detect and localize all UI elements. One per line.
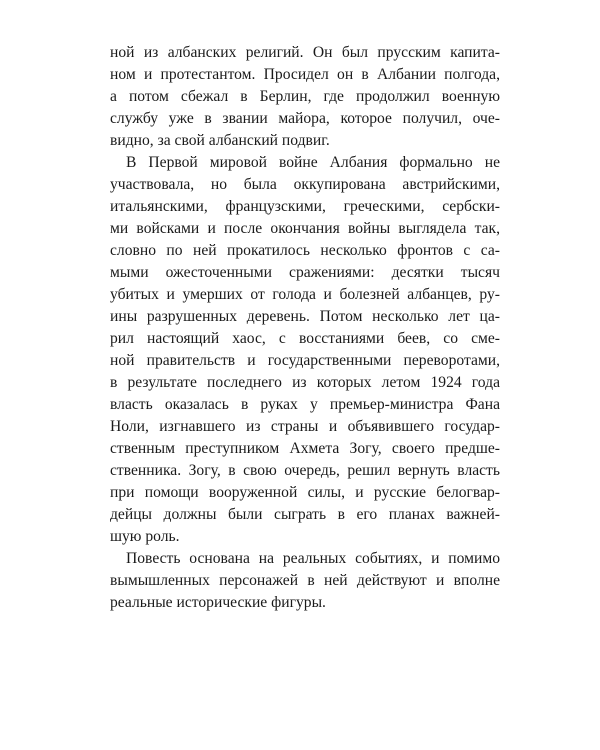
- text-line: словно по ней прокатилось несколько фронтов с са-: [110, 242, 500, 259]
- text-line: реальные исторические фигуры.: [110, 594, 326, 611]
- text-line: Ноли, изгнавшего из страны и объявившего государ-: [110, 418, 500, 435]
- text-line: Повесть основана на реальных событиях, и помимо: [126, 550, 500, 567]
- text-line: ном и протестантом. Просидел он в Албании полгода,: [110, 66, 500, 83]
- text-line: шую роль.: [110, 528, 180, 545]
- paragraph-3: [110, 548, 500, 614]
- text-line: ми войсками и после окончания войны выглядела так,: [110, 220, 500, 237]
- text-line: мыми ожесточенными сражениями: десятки тысяч: [110, 264, 500, 281]
- body-text: [110, 42, 500, 614]
- text-line: рил настоящий хаос, с восстаниями беев, со сме-: [110, 330, 500, 347]
- text-line: власть оказалась в руках у премьер-министра Фана: [110, 396, 500, 413]
- text-line: убитых и умерших от голода и болезней албанцев, ру-: [110, 286, 500, 303]
- text-line: ины разрушенных деревень. Потом несколько лет ца-: [110, 308, 500, 325]
- text-line: в результате последнего из которых летом 1924 года: [110, 374, 500, 391]
- text-line: ственным преступником Ахмета Зогу, своего предше-: [110, 440, 500, 457]
- text-line: службу уже в звании майора, которое получил, оче-: [110, 110, 500, 127]
- text-line: ной правительств и государственными переворотами,: [110, 352, 500, 369]
- text-line: ной из албанских религий. Он был прусским капита-: [110, 44, 500, 61]
- text-line: вымышленных персонажей в ней действуют и вполне: [110, 572, 500, 589]
- text-line: а потом сбежал в Берлин, где продолжил военную: [110, 88, 500, 105]
- text-line: ственника. Зогу, в свою очередь, решил вернуть власть: [110, 462, 500, 479]
- text-line: видно, за свой албанский подвиг.: [110, 132, 330, 149]
- paragraph-1: [110, 42, 500, 152]
- text-line: дейцы должны были сыграть в его планах важней-: [110, 506, 500, 523]
- text-line: В Первой мировой войне Албания формально не: [126, 154, 500, 171]
- text-line: итальянскими, французскими, греческими, сербски-: [110, 198, 500, 215]
- text-line: при помощи вооруженной силы, и русские белогвар-: [110, 484, 500, 501]
- paragraph-2: [110, 152, 500, 548]
- text-line: участвовала, но была оккупирована австрийскими,: [110, 176, 500, 193]
